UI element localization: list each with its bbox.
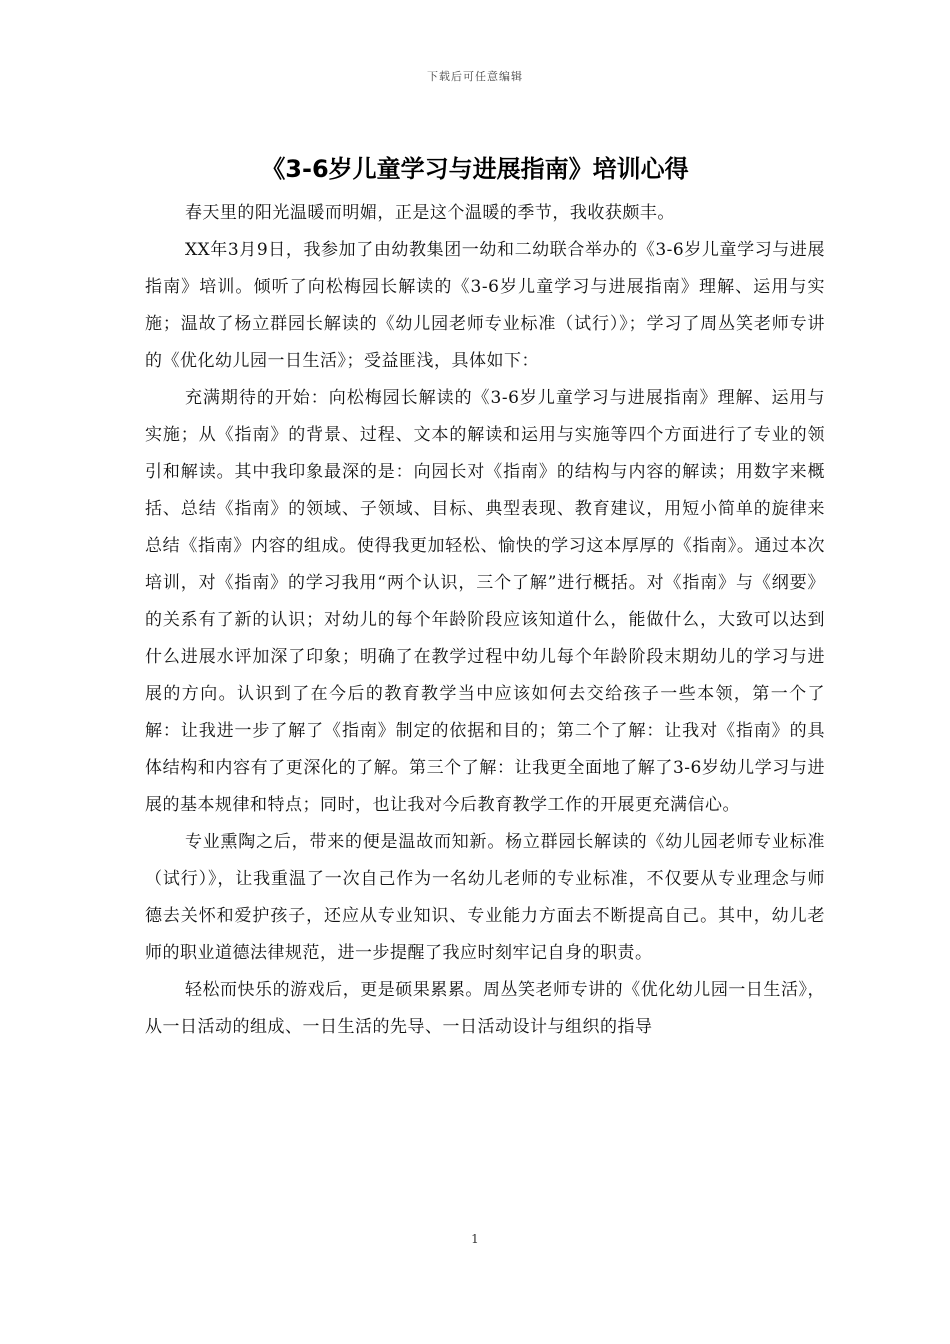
document-body: [145, 195, 825, 1046]
paragraph-5: 轻松而快乐的游戏后，更是硕果累累。周丛笑老师专讲的《优化幼儿园一日生活》，从一日活动的组成、一日生活的先导、一日活动设计与组织的指导: [145, 980, 825, 1037]
paragraph-3: 充满期待的开始：向松梅园长解读的《3-6岁儿童学习与进展指南》理解、运用与实施；从《指南》的背景、过程、文本的解读和运用与实施等四个方面进行了专业的领引和解读。其中我印象最深的是：向园长对《指南》的结构与内容的解读；用数字来概括、总结《指南》的领域、子领域、目标、典型表现、教育建议，用短小简单的旋律来总结《指南》内容的组成。使得我更加轻松、愉快的学习这本厚厚的《指南》。通过本次培训，对《指南》的学习我用“两个认识，三个了解”进行概括。对《指南》与《纲要》的关系有了新的认识；对幼儿的每个年龄阶段应该知道什么，能做什么，大致可以达到什么进展水评加深了印象；明确了在教学过程中幼儿每个年龄阶段末期幼儿的学习与进展的方向。认识到了在今后的教育教学当中应该如何去交给孩子一些本领，第一个了解：让我进一步了解了《指南》制定的依据和目的；第二个了解：让我对《指南》的具体结构和内容有了更深化的了解。第三个了解：让我更全面地了解了3-6岁幼儿学习与进展的基本规律和特点；同时，也让我对今后教育教学工作的开展更充满信心。: [145, 388, 825, 815]
paragraph-1: 春天里的阳光温暖而明媚，正是这个温暖的季节，我收获颇丰。: [184, 203, 675, 223]
header-note: 下载后可任意编辑: [427, 70, 523, 83]
paragraph-2: XX年3月9日，我参加了由幼教集团一幼和二幼联合举办的《3-6岁儿童学习与进展指南》培训。倾听了向松梅园长解读的《3-6岁儿童学习与进展指南》理解、运用与实施；温故了杨立群园长解读的《幼儿园老师专业标准（试行）》；学习了周丛笑老师专讲的《优化幼儿园一日生活》；受益匪浅，具体如下：: [145, 240, 825, 371]
document-title: 《3-6岁儿童学习与进展指南》培训心得: [261, 155, 689, 183]
paragraph-4: 专业熏陶之后，带来的便是温故而知新。杨立群园长解读的《幼儿园老师专业标准（试行）》，让我重温了一次自己作为一名幼儿老师的专业标准，不仅要从专业理念与师德去关怀和爱护孩子，还应从专业知识、专业能力方面去不断提高自己。其中，幼儿老师的职业道德法律规范，进一步提醒了我应时刻牢记自身的职责。: [145, 832, 825, 963]
page-number: 1: [471, 1232, 479, 1246]
